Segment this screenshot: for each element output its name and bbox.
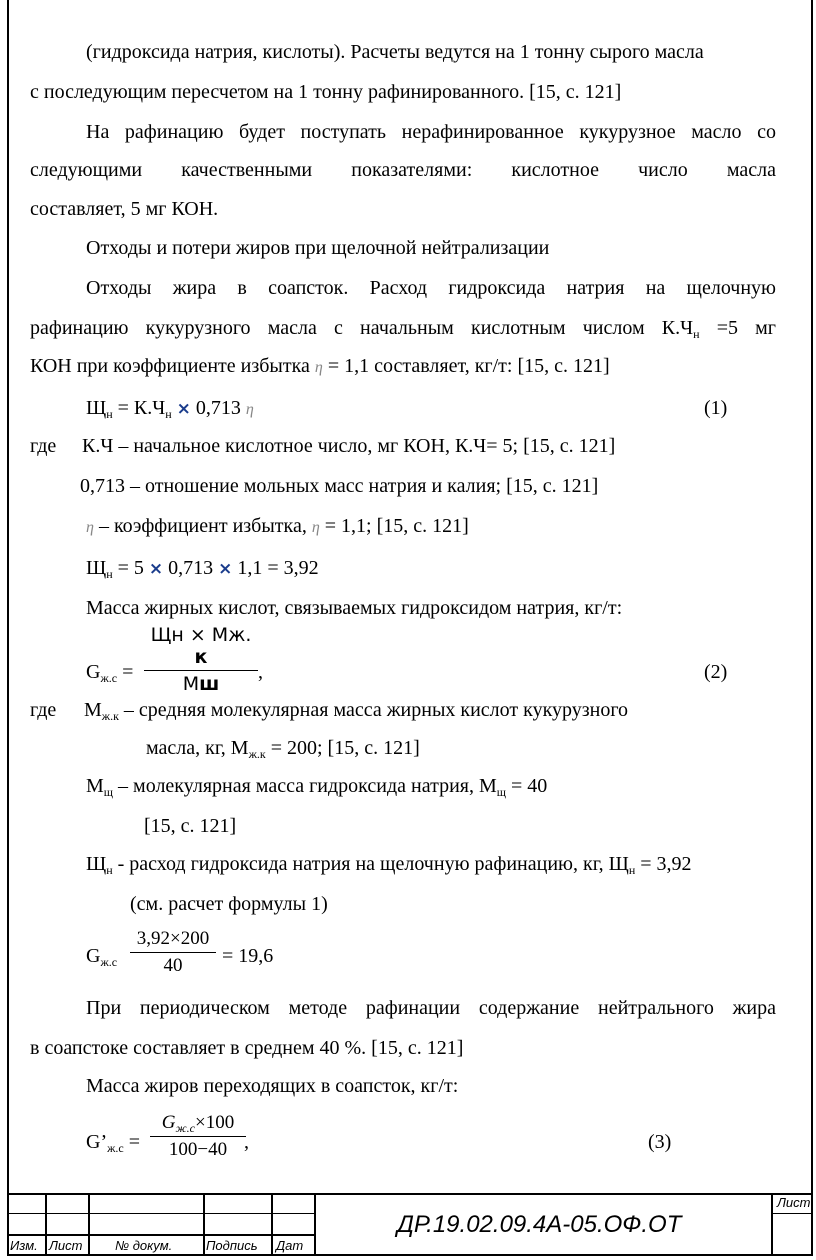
formula-2-fraction: Щн × Мж. к Мш	[144, 624, 258, 695]
formula-number: (2)	[704, 661, 728, 683]
text-line: в соапстоке составляет в среднем 40 %. [15, с. 121]	[30, 1037, 464, 1059]
calc-2-result: = 19,6	[222, 945, 274, 967]
eta-icon: η	[311, 519, 320, 536]
text-line: [15, с. 121]	[144, 815, 237, 837]
calc-2-fraction: $\frac{3,92\times 200}{40}$	[130, 928, 216, 977]
text-line: К.Ч – начальное кислотное число, мг КОН, К.Ч= 5; [15, с. 121]	[82, 435, 616, 457]
text-line: $М_щ$ – молекулярная масса гидроксида натрия, $М_щ = 40$	[86, 775, 548, 799]
col-label: № докум.	[115, 1238, 173, 1253]
formula-3-lhs: $G’_{ж.с}$ =	[86, 1131, 141, 1155]
comma: ,	[258, 661, 263, 683]
section-heading: Отходы и потери жиров при щелочной нейтрализации	[86, 237, 550, 259]
text-line: На рафинацию будет поступать нерафинированное кукурузное масло со	[86, 121, 776, 143]
where-label: где	[30, 435, 57, 457]
text-line: Масса жиров переходящих в соапсток, кг/т:	[86, 1075, 459, 1097]
text-line: $Щ_н$ - расход гидроксида натрия на щелочную рафинацию, кг, $Щ_н = 3,92$	[86, 853, 692, 877]
text-line: (гидроксида натрия, кислоты). Расчеты ведутся на 1 тонну сырого масла	[86, 41, 704, 63]
eta-icon: η	[245, 401, 254, 418]
text-line: КОН при коэффициенте избытка η = 1,1 составляет, кг/т: [15, с. 121]	[30, 355, 610, 377]
sheet-label: Лист	[777, 1195, 811, 1210]
text-line: Масса жирных кислот, связываемых гидроксидом натрия, кг/т:	[86, 597, 623, 619]
document-code: ДР.19.02.09.4А-05.ОФ.ОТ	[397, 1211, 682, 1238]
text-line: с последующим пересчетом на 1 тонну рафинированного. [15, с. 121]	[30, 81, 622, 103]
times-icon: ×	[176, 399, 191, 419]
formula-2-lhs: $G_{ж.с}$ =	[86, 661, 134, 685]
title-block	[7, 1193, 813, 1256]
page-frame	[7, 0, 813, 1256]
text-line: 0,713 – отношение мольных масс натрия и калия; [15, с. 121]	[80, 475, 599, 497]
text-line: При периодическом методе рафинации содержание нейтрального жира	[86, 997, 776, 1019]
col-label: Подпись	[206, 1238, 258, 1253]
text-line: (см. расчет формулы 1)	[130, 893, 328, 915]
calc-2-lhs: $G_{ж.с}$	[86, 945, 118, 969]
text-line: составляет, 5 мг КОН.	[30, 198, 219, 220]
times-icon: ×	[218, 559, 233, 579]
col-label: Дат	[276, 1238, 304, 1253]
text-line: $М_{ж.к}$ – средняя молекулярная масса жирных кислот кукурузного	[84, 699, 629, 723]
calc-1: $Щ_н = 5 \times 0,713 \times 1,1 = 3,92$	[86, 557, 319, 581]
formula-3-fraction: $G_{ж.с}\times 100$ 100−40	[150, 1112, 246, 1161]
formula-number: (1)	[704, 397, 728, 419]
eta-icon: η	[86, 519, 94, 536]
text-line: масла, кг, $М_{ж.к} = 200$; [15, с. 121]	[146, 737, 420, 761]
text-line: следующими качественными показателями: кислотное число масла	[30, 159, 776, 181]
times-icon: ×	[148, 559, 164, 579]
formula-1: $Щ_н = К.Ч_н \times 0,713$ η	[86, 397, 254, 421]
text-line: Отходы жира в соапсток. Расход гидроксида натрия на щелочную	[86, 277, 776, 299]
comma: ,	[244, 1131, 249, 1153]
where-label: где	[30, 699, 57, 721]
col-label: Изм.	[10, 1238, 38, 1253]
eta-icon: η	[314, 359, 323, 376]
formula-number: (3)	[648, 1131, 672, 1153]
text-line: η – коэффициент избытка, η = 1,1; [15, с. 121]	[86, 515, 469, 537]
col-label: Лист	[49, 1238, 83, 1253]
text-line: рафинацию кукурузного масла с начальным кислотным числом $К.Ч_н =5$ мг	[30, 317, 776, 341]
